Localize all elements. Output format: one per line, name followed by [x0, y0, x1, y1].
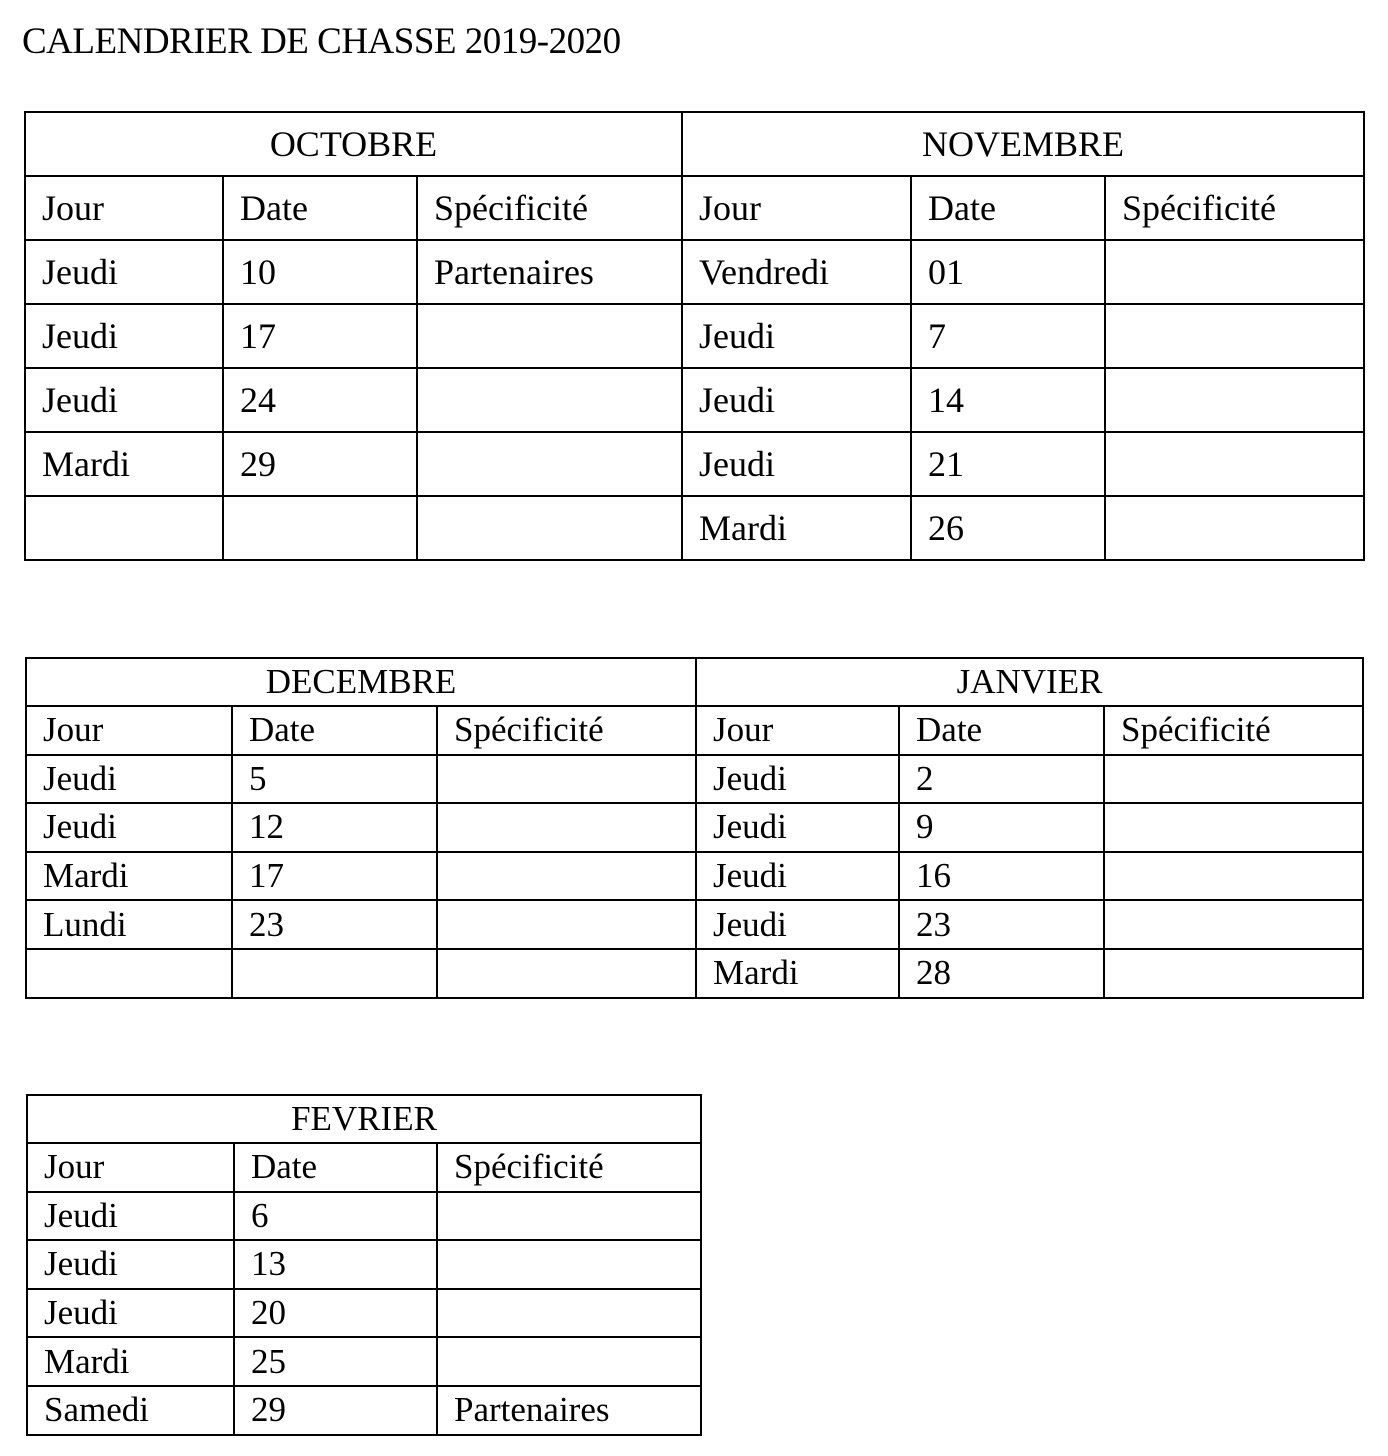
- cell-date: 25: [234, 1337, 437, 1386]
- header-specificite: Spécificité: [437, 1143, 701, 1192]
- cell-jour: Mardi: [696, 949, 899, 998]
- month-header-row: [27, 1095, 701, 1143]
- cell-jour: Jeudi: [696, 803, 899, 852]
- cell-specificite: [1105, 432, 1364, 496]
- table-row: [26, 949, 1363, 998]
- cell-date: 14: [911, 368, 1105, 432]
- calendar-table-dec-jan: [25, 657, 1364, 999]
- table-row: [27, 1289, 701, 1338]
- cell-specificite: Partenaires: [417, 240, 682, 304]
- cell-specificite: [1104, 900, 1363, 949]
- cell-jour: Jeudi: [25, 240, 223, 304]
- cell-date: 28: [899, 949, 1104, 998]
- cell-date: 5: [232, 755, 437, 804]
- cell-date: 01: [911, 240, 1105, 304]
- cell-specificite: [1105, 496, 1364, 560]
- header-jour: Jour: [27, 1143, 234, 1192]
- cell-date: 21: [911, 432, 1105, 496]
- cell-specificite: [437, 852, 696, 901]
- document-title: CALENDRIER DE CHASSE 2019-2020: [22, 21, 621, 62]
- cell-jour: Jeudi: [682, 304, 911, 368]
- cell-jour: Samedi: [27, 1386, 234, 1435]
- cell-specificite: [1104, 755, 1363, 804]
- header-jour: Jour: [26, 706, 232, 755]
- cell-specificite: [417, 304, 682, 368]
- cell-jour: Jeudi: [26, 755, 232, 804]
- cell-specificite: [1104, 949, 1363, 998]
- cell-date: 26: [911, 496, 1105, 560]
- cell-date: 20: [234, 1289, 437, 1338]
- header-jour: Jour: [682, 176, 911, 240]
- cell-specificite: [1105, 240, 1364, 304]
- cell-jour: Jeudi: [27, 1240, 234, 1289]
- cell-specificite: [437, 949, 696, 998]
- column-header-row: [26, 706, 1363, 755]
- table-row: [27, 1337, 701, 1386]
- cell-specificite: [417, 368, 682, 432]
- cell-specificite: [1105, 368, 1364, 432]
- cell-jour: Jeudi: [27, 1192, 234, 1241]
- table-row: [26, 852, 1363, 901]
- table-row: [25, 304, 1364, 368]
- cell-jour: [25, 496, 223, 560]
- cell-specificite: [1105, 304, 1364, 368]
- cell-specificite: [437, 900, 696, 949]
- cell-specificite: Partenaires: [437, 1386, 701, 1435]
- table-row: [26, 900, 1363, 949]
- cell-jour: Mardi: [25, 432, 223, 496]
- cell-specificite: [437, 1337, 701, 1386]
- header-specificite: Spécificité: [1104, 706, 1363, 755]
- cell-date: 6: [234, 1192, 437, 1241]
- cell-specificite: [437, 755, 696, 804]
- header-date: Date: [911, 176, 1105, 240]
- month-title-janvier: JANVIER: [696, 658, 1363, 706]
- cell-specificite: [417, 432, 682, 496]
- cell-jour: Jeudi: [25, 368, 223, 432]
- cell-date: 9: [899, 803, 1104, 852]
- table-row: [27, 1386, 701, 1435]
- cell-date: 10: [223, 240, 417, 304]
- cell-specificite: [437, 803, 696, 852]
- cell-date: 16: [899, 852, 1104, 901]
- cell-specificite: [437, 1192, 701, 1241]
- month-header-row: [25, 112, 1364, 176]
- cell-date: 24: [223, 368, 417, 432]
- cell-date: [223, 496, 417, 560]
- table-row: [26, 755, 1363, 804]
- header-date: Date: [234, 1143, 437, 1192]
- cell-jour: Jeudi: [26, 803, 232, 852]
- header-date: Date: [232, 706, 437, 755]
- cell-jour: Jeudi: [682, 432, 911, 496]
- month-title-decembre: DECEMBRE: [26, 658, 696, 706]
- cell-jour: Vendredi: [682, 240, 911, 304]
- cell-jour: [26, 949, 232, 998]
- cell-date: 29: [223, 432, 417, 496]
- cell-specificite: [437, 1289, 701, 1338]
- month-title-novembre: NOVEMBRE: [682, 112, 1364, 176]
- cell-jour: Jeudi: [696, 900, 899, 949]
- cell-date: 17: [232, 852, 437, 901]
- cell-date: 23: [899, 900, 1104, 949]
- cell-specificite: [1104, 852, 1363, 901]
- cell-jour: Lundi: [26, 900, 232, 949]
- header-jour: Jour: [25, 176, 223, 240]
- header-specificite: Spécificité: [437, 706, 696, 755]
- cell-jour: Jeudi: [682, 368, 911, 432]
- table-row: [27, 1240, 701, 1289]
- calendar-table-oct-nov: [24, 111, 1365, 561]
- table-row: [25, 240, 1364, 304]
- cell-specificite: [417, 496, 682, 560]
- cell-date: 23: [232, 900, 437, 949]
- header-jour: Jour: [696, 706, 899, 755]
- cell-jour: Jeudi: [27, 1289, 234, 1338]
- month-title-fevrier: FEVRIER: [27, 1095, 701, 1143]
- calendar-table-fevrier: [26, 1094, 702, 1436]
- month-title-octobre: OCTOBRE: [25, 112, 682, 176]
- cell-date: 7: [911, 304, 1105, 368]
- cell-jour: Jeudi: [25, 304, 223, 368]
- cell-jour: Mardi: [26, 852, 232, 901]
- cell-date: 2: [899, 755, 1104, 804]
- table-row: [25, 368, 1364, 432]
- header-specificite: Spécificité: [417, 176, 682, 240]
- cell-specificite: [1104, 803, 1363, 852]
- cell-date: 12: [232, 803, 437, 852]
- header-specificite: Spécificité: [1105, 176, 1364, 240]
- month-header-row: [26, 658, 1363, 706]
- column-header-row: [27, 1143, 701, 1192]
- cell-date: 29: [234, 1386, 437, 1435]
- cell-jour: Mardi: [682, 496, 911, 560]
- cell-jour: Jeudi: [696, 755, 899, 804]
- cell-date: 13: [234, 1240, 437, 1289]
- header-date: Date: [899, 706, 1104, 755]
- table-row: [25, 432, 1364, 496]
- cell-jour: Jeudi: [696, 852, 899, 901]
- cell-jour: Mardi: [27, 1337, 234, 1386]
- table-row: [27, 1192, 701, 1241]
- cell-date: [232, 949, 437, 998]
- table-row: [25, 496, 1364, 560]
- header-date: Date: [223, 176, 417, 240]
- cell-date: 17: [223, 304, 417, 368]
- table-row: [26, 803, 1363, 852]
- column-header-row: [25, 176, 1364, 240]
- cell-specificite: [437, 1240, 701, 1289]
